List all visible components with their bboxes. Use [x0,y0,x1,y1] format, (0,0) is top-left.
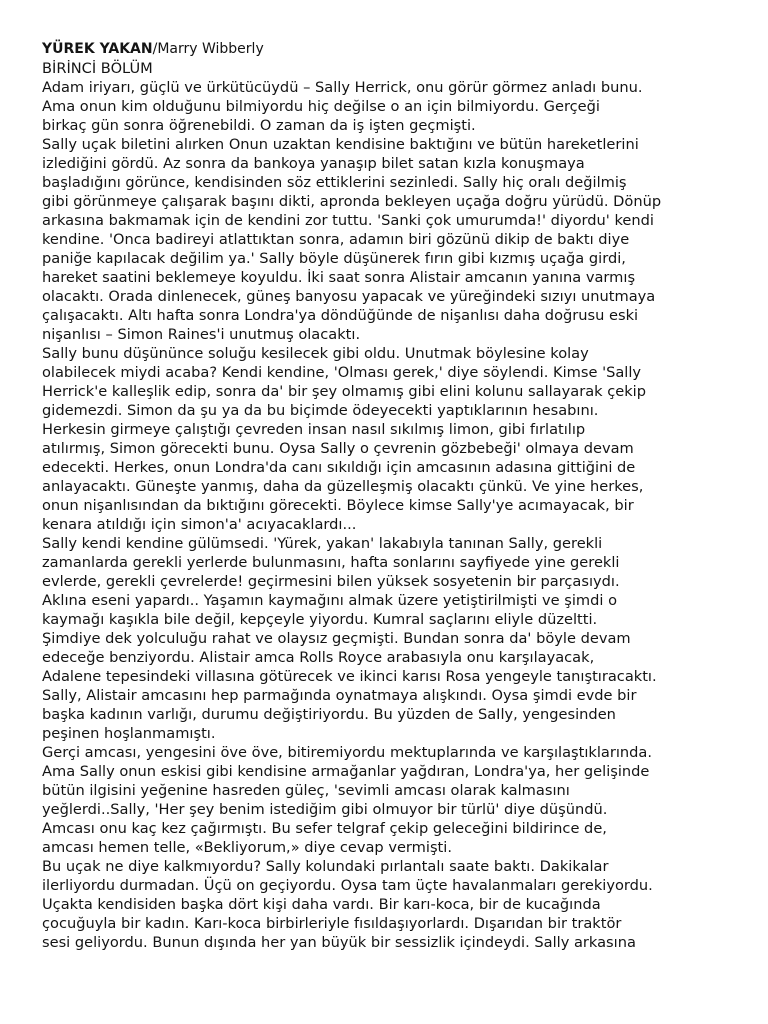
text-line: Aklına eseni yapardı.. Yaşamın kaymağını almak üzere yetiştirilmişti ve şimdi o [42,592,618,609]
paragraph [42,78,762,135]
text-line: başka kadının varlığı, durumu değiştiriyordu. Bu yüzden de SaIly, yengesinden [42,706,616,723]
text-line: Herrick'e kalleşlik edip, sonra da' bir şey olmamış gibi elini kolunu sallayarak çekip [42,383,647,400]
document-title [42,40,762,59]
text-line: amcası hemen telle, «Bekliyorum,» diye cevap vermişti. [42,839,452,856]
text-line: edeceğe benziyordu. Alistair amca Rolls Royce arabasıyla onu karşılayacak, [42,649,595,666]
text-line: birkaç gün sonra öğrenebildi. O zaman da iş işten geçmişti. [42,117,476,134]
text-line: Sally, Alistair amcasını hep parmağında oynatmaya alışkındı. Oysa şimdi evde bir [42,687,637,704]
text-line: Sally kendi kendine gülümsedi. 'Yürek, yakan' lakabıyla tanınan Sally, gerekli [42,535,603,552]
text-line: Uçakta kendisiden başka dört kişi daha vardı. Bir karı-koca, bir de kucağında [42,896,601,913]
text-line: hareket saatini beklemeye koyuldu. İki saat sonra Alistair amcanın yanına varmış [42,269,636,286]
chapter-heading: BİRİNCİ BÖLÜM [42,60,153,77]
text-line: olacaktı. Orada dinlenecek, güneş banyosu yapacak ve yüreğindeki sızıyı unutmaya [42,288,656,305]
text-line: kaymağı kaşıkla bile değil, kepçeyle yiyordu. Kumral saçlarını eliyle düzeltti. [42,611,598,628]
text-line: çocuğuyla bir kadın. Karı-koca birbirleriyle fısıldaşıyorlardı. Dışarıdan bir traktör [42,915,622,932]
body-text [42,78,762,952]
text-line: kenara atıldığı için simon'a' acıyacaklardı... [42,516,357,533]
text-line: onun nişanlısından da bıktığını görecekti. Böylece kimse Sally'ye acımayacak, bir [42,497,634,514]
text-line: evlerde, gerekli çevrelerde! geçirmesini bilen yüksek sosyetenin bir parçasıydı. [42,573,620,590]
text-line: sesi geliyordu. Bunun dışında her yan büyük bir sessizlik içindeydi. Sally arkasına [42,934,636,951]
text-line: Sally uçak biletini alırken Onun uzaktan kendisine baktığını ve bütün hareketlerini [42,136,639,153]
text-line: atılırmış, Simon görecekti bunu. Oysa Sally o çevrenin gözbebeği' olmaya devam [42,440,634,457]
text-line: Adam iriyarı, güçlü ve ürkütücüydü – Sally Herrick, onu görür görmez anladı bunu. [42,79,643,96]
text-line: Herkesin girmeye çalıştığı çevreden insan nasıl sıkılmış limon, gibi fırlatılıp [42,421,586,438]
paragraph [42,857,762,952]
text-line: başladığını görünce, kendisinden söz ettiklerini sezinledi. Sally hiç oralı değilmiş [42,174,627,191]
text-line: izlediğini gördü. Az sonra da bankoya yanaşıp bilet satan kızla konuşmaya [42,155,585,172]
text-line: gidemezdi. Simon da şu ya da bu biçimde ödeyecekti yaptıklarının hesabını. [42,402,599,419]
text-line: gibi görünmeye çalışarak başını dikti, apronda bekleyen uçağa doğru yürüdü. Dönüp [42,193,662,210]
text-line: zamanlarda gerekli yerlerde bulunmasını, hafta sonlarını sayfiyede yine gerekli [42,554,620,571]
text-line: bütün ilgisini yeğenine hasreden güleç, 'sevimli amcası olarak kalmasını [42,782,570,799]
text-line: olabilecek miydi acaba? Kendi kendine, 'Olması gerek,' diye söylendi. Kimse 'Sally [42,364,642,381]
text-line: Gerçi amcası, yengesini öve öve, bitiremiyordu mektuplarında ve karşılaştıklarında. [42,744,652,761]
paragraph [42,344,762,534]
text-line: Ama onun kim olduğunu bilmiyordu hiç değilse o an için bilmiyordu. Gerçeği [42,98,600,115]
text-line: anlayacaktı. Güneşte yanmış, daha da güzelleşmiş olacaktı çünkü. Ve yine herkes, [42,478,644,495]
text-line: nişanlısı – Simon Raines'i unutmuş olacaktı. [42,326,361,343]
text-line: edecekti. Herkes, onun Londra'da canı sıkıldığı için amcasının adasına gittiğini de [42,459,636,476]
text-line: Adalene tepesindeki villasına götürecek ve ikinci karısı Rosa yengeyle tanıştıracaktı. [42,668,657,685]
document-page [42,40,762,952]
text-line: paniğe kapılacak değilim ya.' Sally böyle düşünerek fırın gibi kızmış uçağa girdi, [42,250,626,267]
text-line: ilerliyordu durmadan. Üçü on geçiyordu. Oysa tam üçte havalanmaları gerekiyordu. [42,877,653,894]
paragraph [42,534,762,743]
book-title: YÜREK YAKAN [42,41,153,57]
text-line: Sally bunu düşününce soluğu kesilecek gibi oldu. Unutmak böylesine kolay [42,345,589,362]
author-name: Marry Wibberly [157,41,264,57]
text-line: Amcası onu kaç kez çağırmıştı. Bu sefer telgraf çekip geleceğini bildirince de, [42,820,607,837]
text-line: kendine. 'Onca badireyi atlattıktan sonra, adamın biri gözünü dikip de baktı diye [42,231,630,248]
title-separator: / [152,41,158,57]
text-line: peşinen hoşlanmamıştı. [42,725,216,742]
text-line: arkasına bakmamak için de kendini zor tuttu. 'Sanki çok umurumda!' diyordu' kendi [42,212,654,229]
text-line: yeğlerdi..Sally, 'Her şey benim istediğim gibi olmuyor bir türlü' diye düşündü. [42,801,608,818]
paragraph [42,135,762,344]
text-line: Şimdiye dek yolculuğu rahat ve olaysız geçmişti. Bundan sonra da' böyle devam [42,630,631,647]
paragraph [42,743,762,857]
text-line: çalışacaktı. Altı hafta sonra Londra'ya döndüğünde de nişanlısı daha doğrusu eski [42,307,639,324]
text-line: Bu uçak ne diye kalkmıyordu? Sally kolundaki pırlantalı saate baktı. Dakikalar [42,858,609,875]
text-line: Ama Sally onun eskisi gibi kendisine armağanlar yağdıran, Londra'ya, her gelişinde [42,763,650,780]
